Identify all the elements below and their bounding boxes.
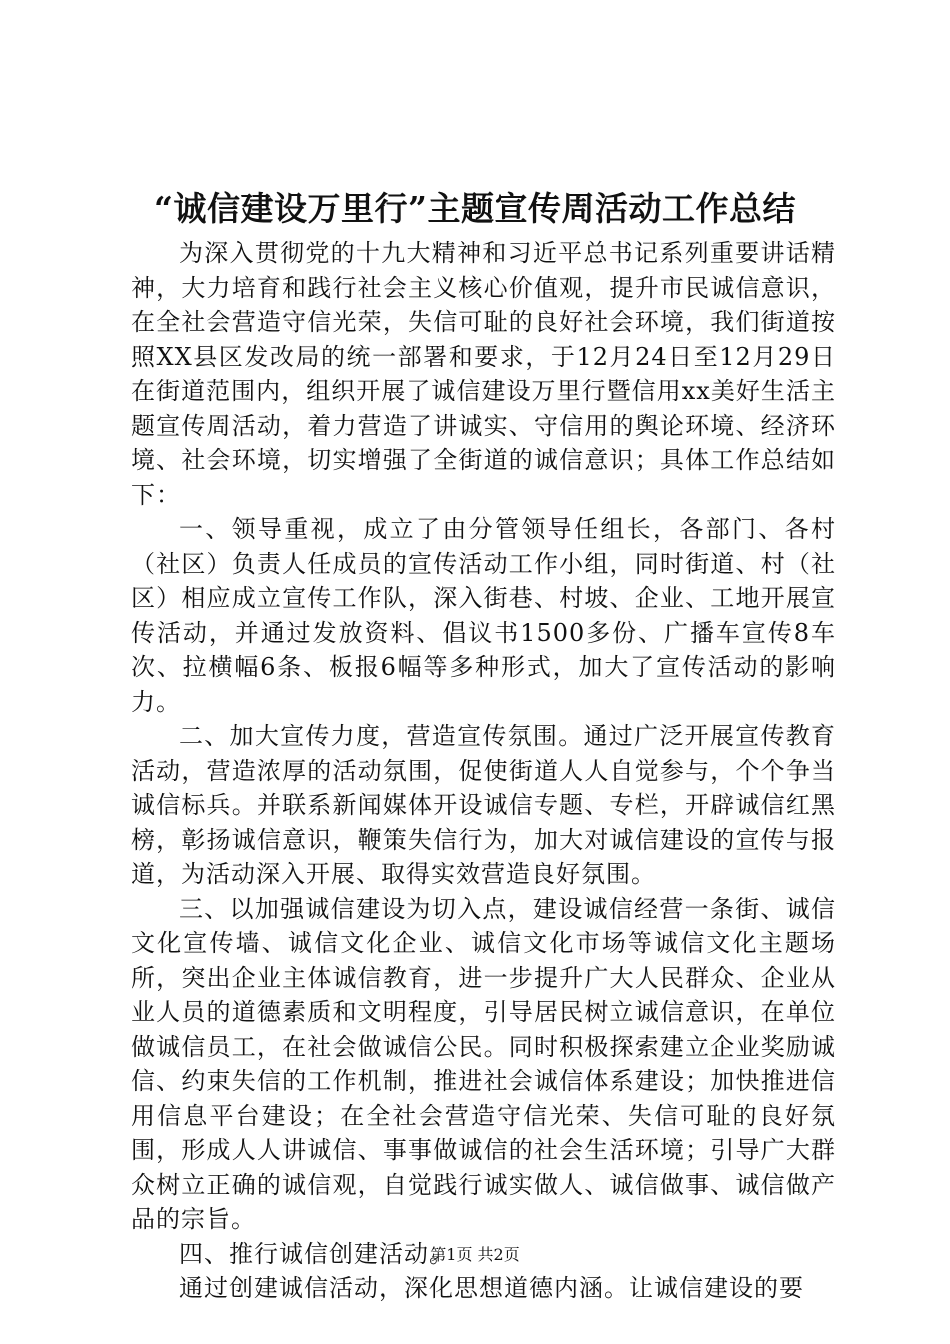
document-body: [131, 236, 836, 1306]
document-title: “诚信建设万里行”主题宣传周活动工作总结: [154, 189, 796, 228]
paragraph-section-4-heading: 四、推行诚信创建活动。: [179, 1239, 454, 1268]
paragraph-intro: 为深入贯彻党的十九大精神和习近平总书记系列重要讲话精神，大力培育和践行社会主义核心价值观，提升市民诚信意识，在全社会营造守信光荣，失信可耻的良好社会环境，我们街道按照XX县区发改局的统一部署和要求，于12月24日至12月29日在街道范围内，组织开展了诚信建设万里行暨信用xx美好生活主题宣传周活动，着力营造了讲诚实、守信用的舆论环境、经济环境、社会环境，切实增强了全街道的诚信意识；具体工作总结如下：: [131, 239, 836, 509]
paragraph-section-4-body: 通过创建诚信活动，深化思想道德内涵。让诚信建设的要: [179, 1274, 804, 1302]
paragraph-section-3: 三、以加强诚信建设为切入点，建设诚信经营一条街、诚信文化宣传墙、诚信文化企业、诚信文化市场等诚信文化主题场所，突出企业主体诚信教育，进一步提升广大人民群众、企业从业人员的道德素质和文明程度，引导居民树立诚信意识，在单位做诚信员工，在社会做诚信公民。同时积极探索建立企业奖励诚信、约束失信的工作机制，推进社会诚信体系建设；加快推进信用信息平台建设；在全社会营造守信光荣、失信可耻的良好氛围，形成人人讲诚信、事事做诚信的社会生活环境；引导广大群众树立正确的诚信观，自觉践行诚实做人、诚信做事、诚信做产品的宗旨。: [131, 894, 836, 1233]
page-footer: 第1页 共2页: [430, 1245, 520, 1264]
paragraph-section-1: 一、领导重视，成立了由分管领导任组长，各部门、各村（社区）负责人任成员的宣传活动工作小组，同时街道、村（社区）相应成立宣传工作队，深入街巷、村坡、企业、工地开展宣传活动，并通过发放资料、倡议书1500多份、广播车宣传8车次、拉横幅6条、板报6幅等多种形式，加大了宣传活动的影响力。: [131, 515, 836, 716]
paragraph-section-2: 二、加大宣传力度，营造宣传氛围。通过广泛开展宣传教育活动，营造浓厚的活动氛围，促使街道人人自觉参与，个个争当诚信标兵。并联系新闻媒体开设诚信专题、专栏，开辟诚信红黑榜，彰扬诚信意识，鞭策失信行为，加大对诚信建设的宣传与报道，为活动深入开展、取得实效营造良好氛围。: [131, 722, 836, 888]
